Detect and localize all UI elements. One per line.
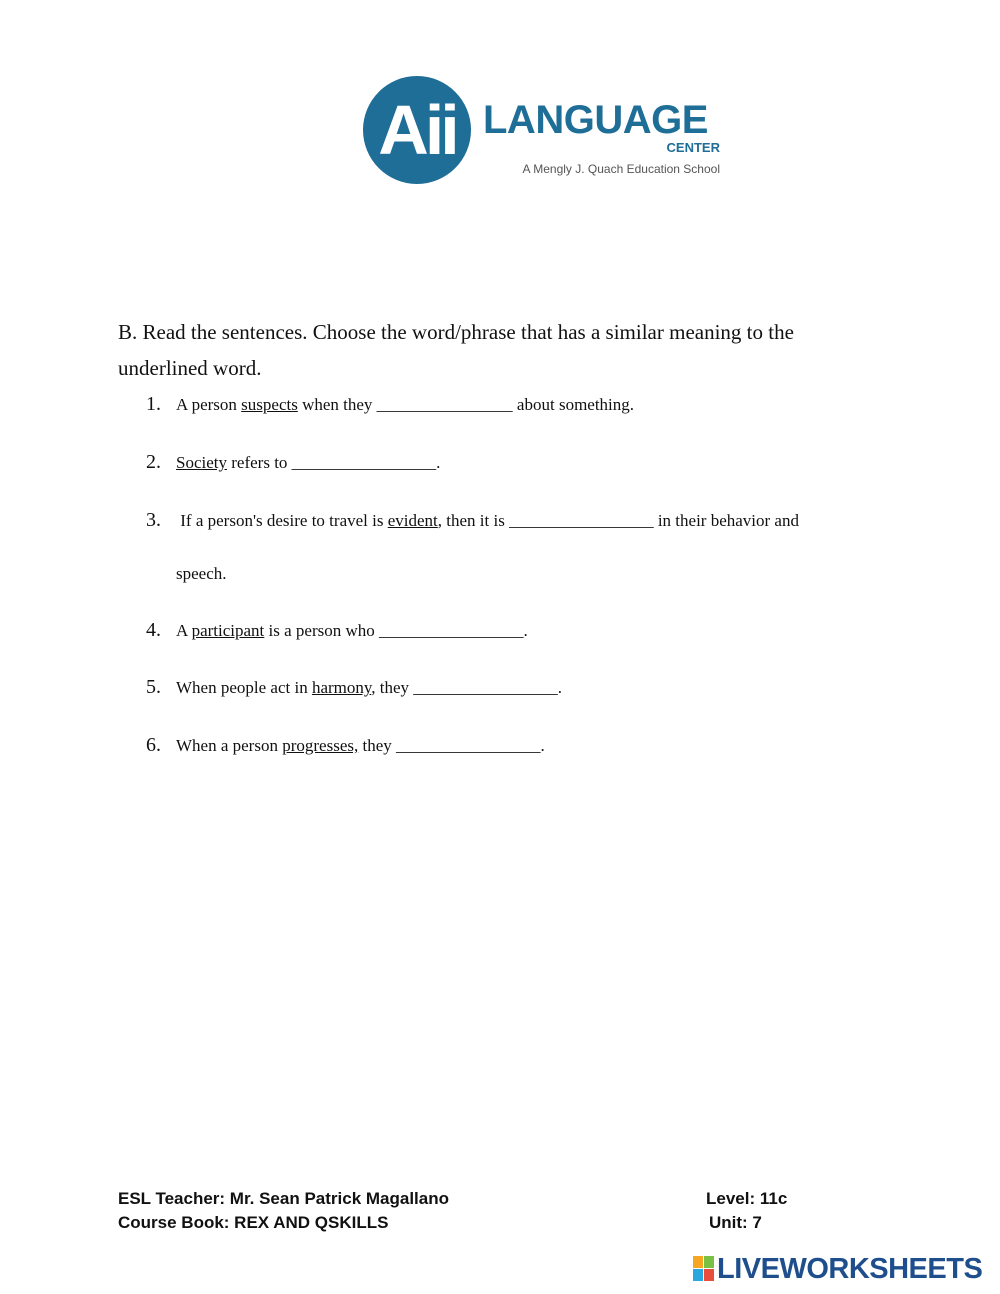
logo-sub: CENTER [666, 140, 720, 155]
question-text-after: they _________________. [358, 736, 545, 755]
footer-unit: Unit: 7 [709, 1213, 762, 1232]
question-1 [146, 393, 634, 416]
logo [363, 76, 725, 186]
question-number: 4. [146, 619, 161, 641]
question-6 [146, 734, 545, 757]
question-text-after: , they _________________. [371, 678, 563, 697]
logo-tagline: A Mengly J. Quach Education School [522, 162, 720, 176]
question-number: 3. [146, 509, 161, 531]
footer-level: Level: 11c [706, 1189, 788, 1208]
underlined-word: suspects [241, 395, 298, 414]
logo-mark: Aii [363, 76, 471, 184]
question-text-after: is a person who _________________. [264, 621, 528, 640]
question-text-before: If a person's desire to travel is [176, 511, 388, 530]
question-text-after: refers to _________________. [227, 453, 441, 472]
question-text-before: When people act in [176, 678, 312, 697]
question-text-before: A person [176, 395, 242, 414]
question-text-before: A [176, 621, 192, 640]
question-number: 6. [146, 734, 161, 756]
footer-teacher: ESL Teacher: Mr. Sean Patrick Magallano [118, 1189, 449, 1208]
question-text-before: When a person [176, 736, 283, 755]
footer-course: Course Book: REX AND QSKILLS [118, 1213, 389, 1232]
liveworksheets-logo-icon [693, 1256, 715, 1282]
instructions: B. Read the sentences. Choose the word/phrase that has a similar meaning to the underlined word. [118, 320, 794, 380]
question-text-after: , then it is _________________ in their behavior and [437, 511, 799, 530]
liveworksheets-brand [693, 1254, 982, 1284]
underlined-word: Society [176, 453, 227, 472]
logo-name: LANGUAGE [483, 98, 708, 142]
underlined-word: progresses, [282, 736, 359, 755]
question-text-after: when they ________________ about something. [297, 395, 635, 414]
question-number: 5. [146, 676, 161, 698]
question-2 [146, 451, 440, 474]
underlined-word: evident [387, 511, 438, 530]
question-3 [146, 509, 799, 532]
brand-text: LIVEWORKSHEETS [717, 1253, 983, 1285]
question-5 [146, 676, 562, 699]
underlined-word: participant [191, 621, 265, 640]
question-number: 2. [146, 451, 161, 473]
question-3-continuation: speech. [176, 564, 227, 583]
question-4 [146, 619, 528, 642]
underlined-word: harmony [311, 678, 372, 697]
question-number: 1. [146, 393, 161, 415]
